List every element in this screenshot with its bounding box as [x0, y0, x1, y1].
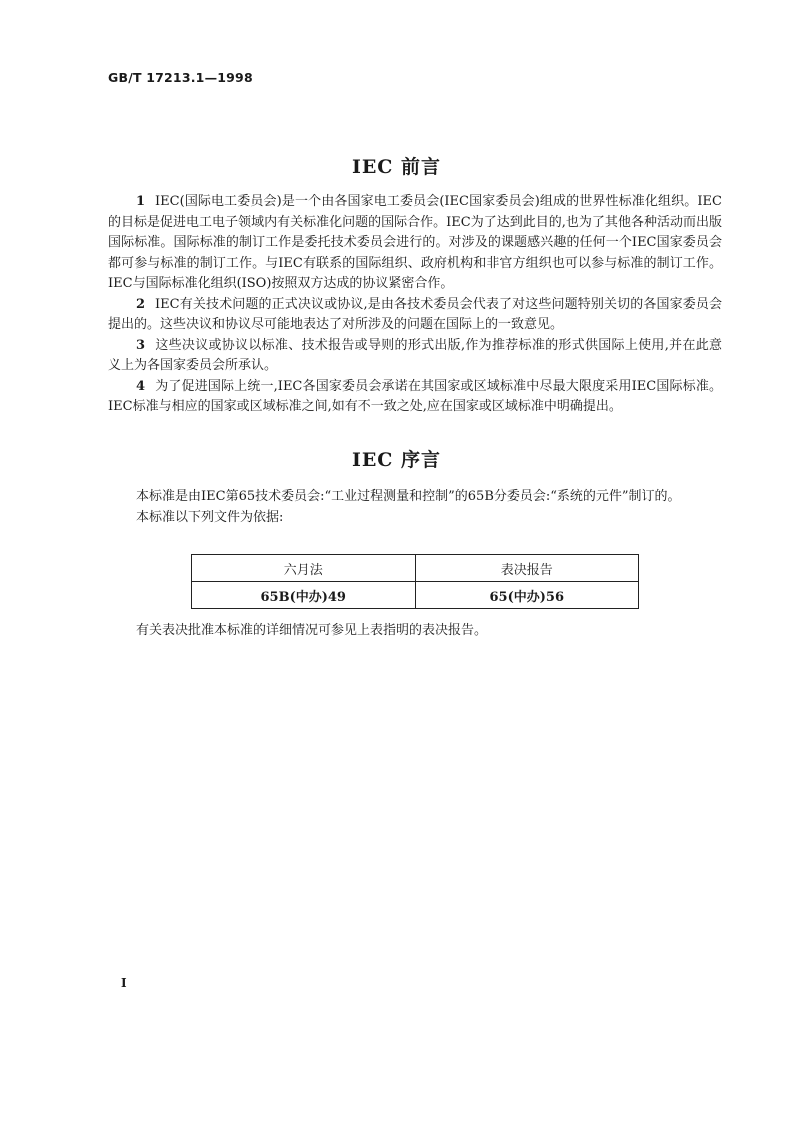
preface-closing: 有关表决批准本标准的详细情况可参见上表指明的表决报告。 [136, 623, 488, 638]
page-number: I [121, 976, 127, 990]
paragraph-number: 1 [136, 194, 146, 209]
table-header-row [192, 555, 639, 582]
foreword-title: IEC 前言 [351, 156, 442, 178]
paragraph-text: 这些决议或协议以标准、技术报告或导则的形式出版,作为推荐标准的形式供国际上使用,并在此意义上为各国家委员会所承认。 [108, 337, 722, 373]
foreword-paragraph [108, 295, 722, 336]
paragraph-text: IEC(国际电工委员会)是一个由各国家电工委员会(IEC国家委员会)组成的世界性标准化组织。IEC的目标是促进电工电子领域内有关标准化问题的国际合作。IEC为了达到此目的,也为了其他各种活动而出版国际标准。国际标准的制订工作是委托技术委员会进行的。对涉及的课题感兴趣的任何一个IEC国家委员会都可参与标准的制订工作。与IEC有联系的国际组织、政府机构和非官方组织也可以参与标准的制订工作。IEC与国际标准化组织(ISO)按照双方达成的协议紧密合作。 [108, 194, 722, 291]
preface-title: IEC 序言 [351, 449, 442, 471]
paragraph-number: 3 [136, 337, 146, 353]
table-row [192, 582, 639, 609]
ballot-table [191, 554, 639, 609]
table-cell: 65(中办)56 [415, 582, 639, 609]
foreword-body [108, 192, 722, 418]
paragraph-number: 4 [136, 378, 146, 394]
paragraph-text: 为了促进国际上统一,IEC各国家委员会承诺在其国家或区域标准中尽最大限度采用IEC国际标准。IEC标准与相应的国家或区域标准之间,如有不一致之处,应在国家或区域标准中明确提出。 [108, 378, 722, 414]
foreword-paragraph [108, 192, 722, 295]
preface-body [108, 487, 722, 528]
foreword-paragraph [108, 377, 722, 418]
paragraph-text: IEC有关技术问题的正式决议或协议,是由各技术委员会代表了对这些问题特别关切的各国家委员会提出的。这些决议和协议尽可能地表达了对所涉及的问题在国际上的一致意见。 [108, 296, 722, 332]
foreword-paragraph [108, 336, 722, 377]
table-header-cell: 表决报告 [415, 555, 639, 582]
document-code: GB/T 17213.1—1998 [108, 70, 253, 85]
preface-basis-line: 本标准以下列文件为依据: [136, 509, 284, 525]
table-header-cell: 六月法 [192, 555, 416, 582]
preface-intro: 本标准是由IEC第65技术委员会:“工业过程测量和控制”的65B分委员会:“系统的元件”制订的。 [136, 489, 681, 504]
paragraph-number: 2 [136, 296, 146, 312]
table-cell: 65B(中办)49 [192, 582, 416, 609]
